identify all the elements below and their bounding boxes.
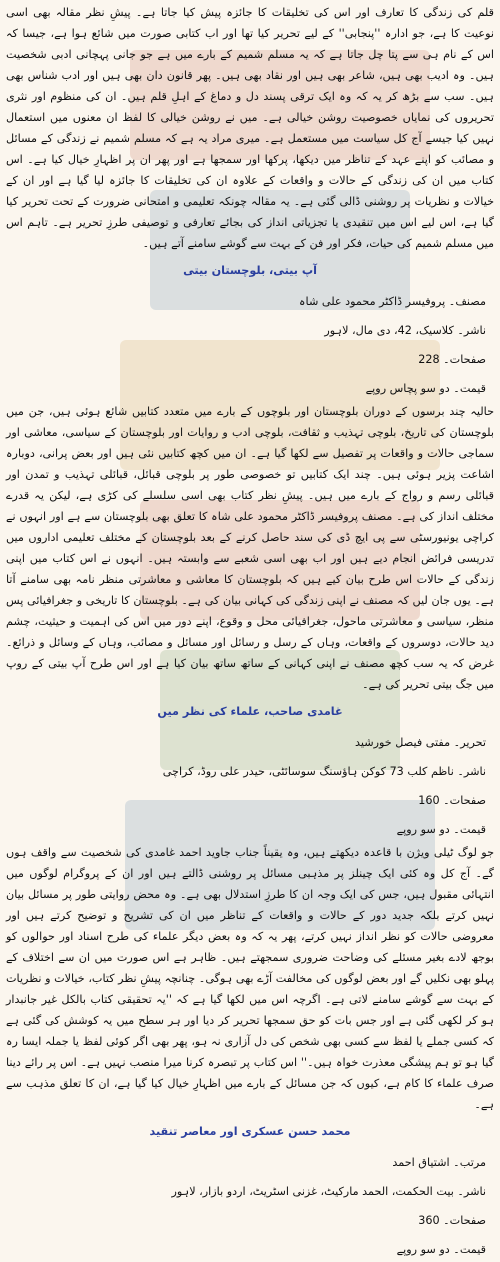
section1-body: حالیہ چند برسوں کے دوران بلوچستان اور بلوچوں کے بارے میں متعدد کتابیں شائع ہوئی ہیں، جن میں بلوچستان کی تاریخ، بلوچی تہذیب و ثقافت، بلوچی ادب و روایات اور بلوچستان کے سیاسی، معاشی اور سماجی حالات و واقعات پر تفصیل سے لکھا گیا ہے۔ ان میں کچھ کتابیں نئی ہیں اور بعض پرانی، دوبارہ اشاعت پزیر ہوئی ہیں۔ چند ایک کتابیں تو خصوصی طور پر بلوچی قبائل، قبائلی تہذیب و تمدن اور قبائلی رسم و رواج کے بارے میں ہیں۔ پیشِ نظر کتاب بھی اسی سلسلے کی کڑی ہے، لیکن یہ قدرے مختلف انداز کی ہے۔ مصنف پروفیسر ڈاکٹر محمود علی شاہ کا تعلق بھی بلوچستان سے ہے اور انہوں نے کراچی یونیورسٹی سے پی ایچ ڈی کی سند حاصل کرنے کے بعد بلوچستان کے مختلف تعلیمی اداروں میں تدریسی فرائض انجام دیے ہیں اور اب بھی اسی شعبے سے وابستہ ہیں۔ انہوں نے اس کتاب میں اپنی زندگی کے حالات اس طرح بیان کیے ہیں کہ بلوچستان کا معاشی و معاشرتی منظر نامہ بھی سامنے آتا ہے۔ یوں جان لیں کہ مصنف نے اپنی زندگی کی کہانی بیان کی ہے۔ بلوچستان کا تاریخی و جغرافیائی پس منظر، سیاسی و معاشرتی ماحول، جغرافیائی محل و وقوع، اپنے دور میں اس کی اہمیت و حیثیت، چشم دید حالات، دوسروں کے واقعات، وہاں کے رسل و رسائل اور مسائل و مصائب، وہاں کے وسائل و ذرائع۔ غرض کہ یہ سب کچھ مصنف نے اپنی کہانی کے ساتھ ساتھ بیان کیا ہے اور اس طرح آپ بیتی کے روپ میں جگ بیتی تحریر کی ہے۔ xyxy=(6,405,494,691)
section3-title: محمد حسن عسکری اور معاصر تنقید xyxy=(149,1125,351,1138)
section2-publisher: ناشر۔ ناظم کلب 73 کوکن ہاؤسنگ سوسائٹی، حیدر علی روڈ، کراچی xyxy=(162,765,486,778)
section1-publisher: ناشر۔ کلاسیک، 42، دی مال، لاہور xyxy=(324,324,486,337)
section2-pages: صفحات۔ 160 xyxy=(418,794,486,807)
section3-publisher: ناشر۔ بیت الحکمت، الحمد مارکیٹ، غزنی اسٹریٹ، اردو بازار، لاہور xyxy=(171,1185,486,1198)
section2-price: قیمت۔ دو سو روپے xyxy=(396,823,486,836)
section3-author: مرتب۔ اشتیاق احمد xyxy=(392,1156,486,1169)
section1-price: قیمت۔ دو سو پچاس روپے xyxy=(365,382,486,395)
section2-title: غامدی صاحب، علماء کی نظر میں xyxy=(157,705,343,718)
section1-title: آپ بیتی، بلوچستان بیتی xyxy=(183,264,317,277)
section3-meta xyxy=(6,1151,494,1261)
section3-price: قیمت۔ دو سو روپے xyxy=(396,1243,486,1256)
section3-pages: صفحات۔ 360 xyxy=(418,1214,486,1227)
review-page xyxy=(6,2,494,1262)
section2-body: جو لوگ ٹیلی ویژن با قاعدہ دیکھتے ہیں، وہ یقیناً جناب جاوید احمد غامدی کی شخصیت سے واقف ہوں گے۔ آج کل وہ کئی ایک چینلز پر مذہبی مسائل پر روشنی ڈالتے ہیں اور ان کے پروگرام لوگوں میں انتہائی مقبول ہیں، جس کی ایک وجہ ان کا طرزِ استدلال بھی ہے۔ وہ محض روایتی طور پر مسائل بیان نہیں کرتے بلکہ جدید دور کے حالات و واقعات کے تناظر میں ان کی تشریح و توضیح کرتے ہیں اور معروضی حالات کو نظر انداز نہیں کرتے، پھر یہ کہ وہ بعض دیگر علماء کی طرح اسناد اور حوالوں کو بوجھ لادے بغیر مسئلے کی وضاحت ضروری سمجھتے ہیں۔ ظاہر ہے اس صورت میں ان سے اختلاف کے پہلو بھی نکلیں گے اور بعض لوگوں کی مخالفت آڑے بھی ہوگی۔ چنانچہ پیشِ نظر کتاب، خیالات و نظریات کے بہت سے گوشے سامنے لاتی ہے۔ اگرچہ اس میں لکھا گیا ہے کہ ''یہ تحقیقی کتاب بالکل غیر جانبدار ہو کر لکھی گئی ہے اور جس بات کو حق سمجھا تحریر کر دیا اور ہر سطح میں یہ کوشش کی گئی ہے کہ کسی جملے یا لفظ سے کسی بھی شخص کی دل آزاری نہ ہو، پھر بھی اگر کوئی لفظ یا جملہ ایسا رہ گیا ہو تو ہم پیشگی معذرت خواہ ہیں۔'' اس کتاب پر تبصرہ کرنا میرا منصب نہیں ہے۔ اس پر رائے دینا صرف علماء کا کام ہے، کیوں کہ جن مسائل کے بارے میں اظہارِ خیال کیا گیا ہے، ان کا تعلق مذہب سے ہے۔ xyxy=(6,846,494,1111)
section1-pages: صفحات۔ 228 xyxy=(418,353,486,366)
section1-author: مصنف۔ پروفیسر ڈاکٹر محمود علی شاہ xyxy=(298,295,486,308)
intro-paragraph: قلم کی زندگی کا تعارف اور اس کی تخلیقات کا جائزہ پیش کیا جاتا ہے۔ پیشِ نظر مقالہ بھی اسی نوعیت کا ہے، جو ادارہ ''پنجابی'' کے لیے تحریر کیا تھا اور اب کتابی صورت میں شائع ہوا ہے، جیسا کہ اس کے نام ہی سے پتا چل جاتا ہے کہ یہ مسلم شمیم کے بارے میں ہے جو جانی پہچانی ادبی شخصیت ہیں۔ وہ ادیب بھی ہیں، شاعر بھی ہیں اور نقاد بھی ہیں۔ پھر قانون دان بھی ہیں اور ادب شناس بھی ہیں۔ سب سے بڑھ کر یہ کہ وہ ایک ترقی پسند دل و دماغ کے اہلِ قلم ہیں۔ ان کی منظوم اور نثری تحریروں کی نمایاں خصوصیت روشن خیالی ہے۔ میں نے روشن خیالی کا لفظ ان معنوں میں استعمال نہیں کیا جیسے آج کل سیاست میں مستعمل ہے۔ میری مراد یہ ہے کہ مسلم شمیم نے زندگی کے مسائل و مصائب کو اپنے عہد کے تناظر میں دیکھا، پرکھا اور سمجھا ہے اور پھر ان پر اظہارِ خیال کیا ہے۔ اس کتاب میں ان کی زندگی کے حالات و واقعات کے علاوہ ان کی تخلیقات کا جائزہ لیا گیا ہے اور ان کے خیالات و نظریات پر روشنی ڈالی گئی ہے۔ یہ مقالہ چونکہ تعلیمی و امتحانی ضرورت کے تحت تحریر کیا گیا ہے، اس لیے اس میں تنقیدی یا تجزیاتی انداز کی بجائے تعارفی و توصیفی طرزِ تحریر ہے۔ تاہم اس میں مسلم شمیم کی حیات، فکر اور فن کے بہت سے گوشے سامنے آتے ہیں۔ xyxy=(6,6,494,250)
section2-meta xyxy=(6,731,494,841)
section2-author: تحریر۔ مفتی فیصل خورشید xyxy=(355,736,486,749)
section1-meta xyxy=(6,290,494,400)
